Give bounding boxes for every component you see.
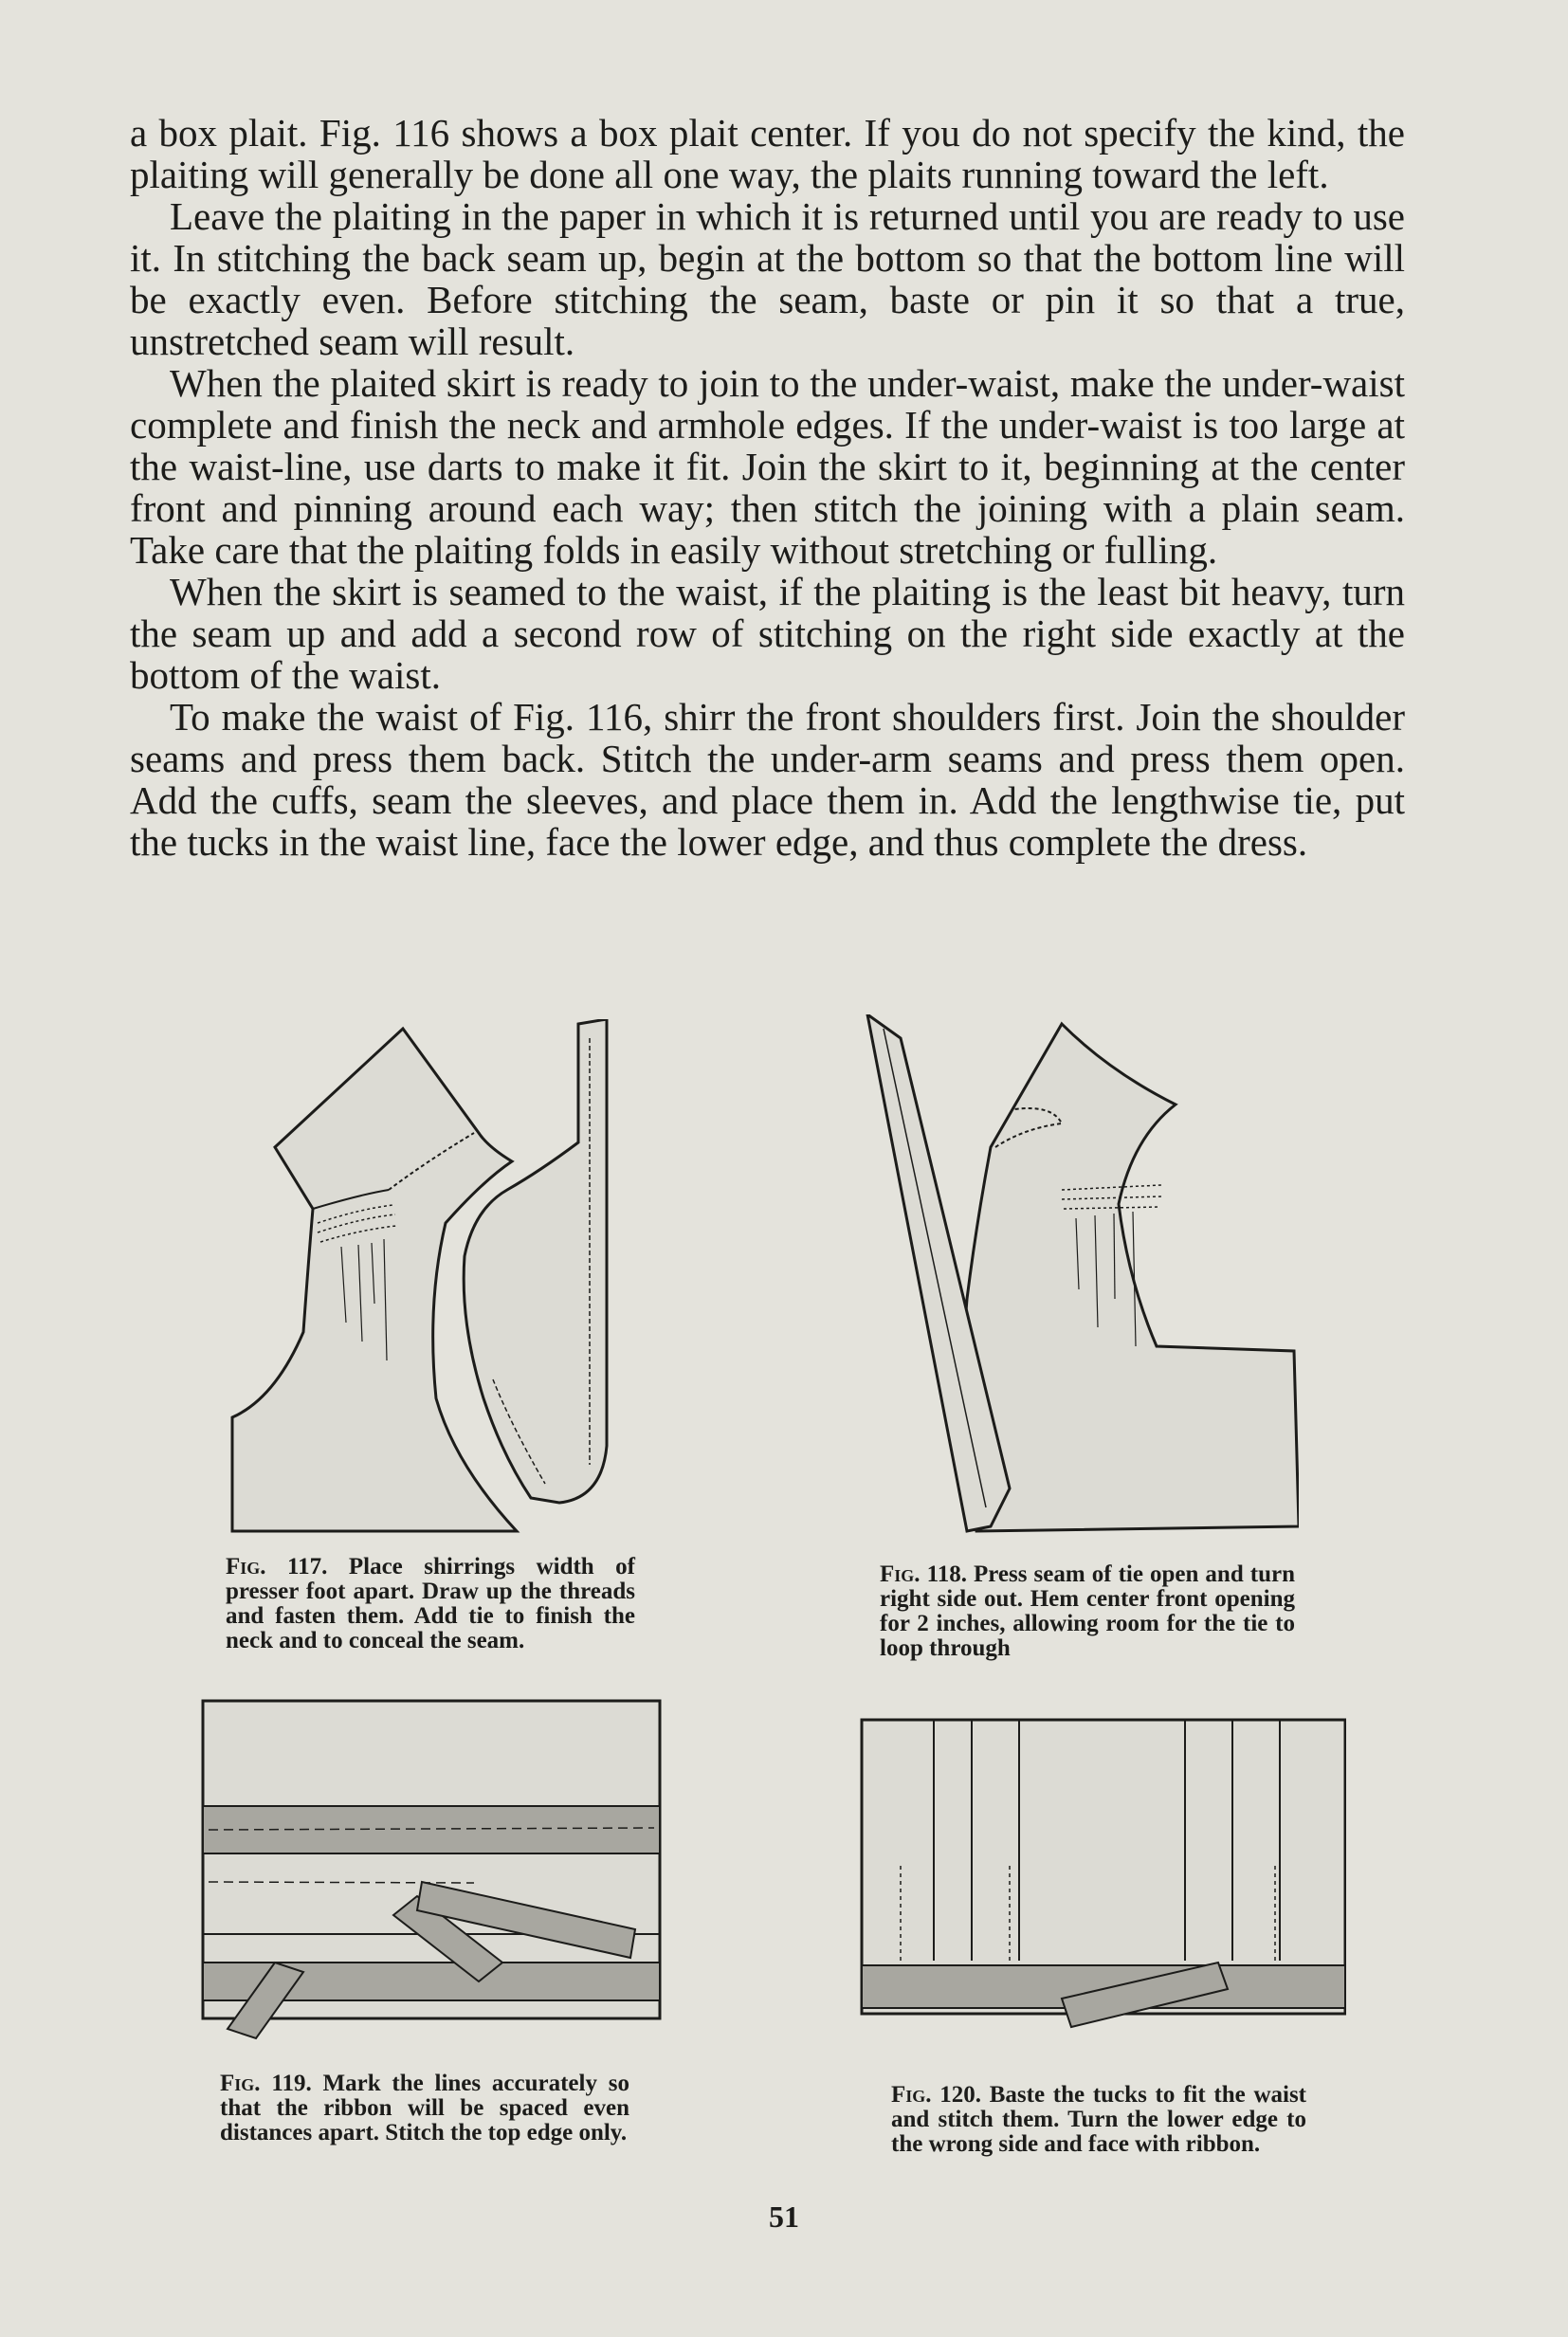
page-number: 51 — [769, 2200, 799, 2234]
paragraph-4: When the skirt is seamed to the waist, if the plaiting is the least bit heavy, turn the seam up and add a second row of stitching on the right side exactly at the bottom of the waist. — [130, 570, 1405, 697]
figure-120-illustration — [858, 1714, 1346, 2065]
figure-119-illustration — [199, 1697, 664, 2048]
body-text — [130, 112, 1405, 863]
figure-119-caption — [220, 2072, 629, 2145]
figure-117-text: Place shirrings width of presser foot apart. Draw up the threads and fasten them. Add tie to finish the neck and to conceal the seam. — [226, 1554, 636, 1653]
paragraph-5: To make the waist of Fig. 116, shirr the front shoulders first. Join the shoulder seams and press them back. Stitch the under-arm seams and press them open. Add the cuffs, seam the sleeves, and place them in. Add the lengthwise tie, put the tucks in the waist line, face the lower edge, and thus complete the dress. — [130, 695, 1405, 864]
figure-117-label: Fig. 117. — [226, 1554, 328, 1579]
figure-120-label: Fig. 120. — [891, 2082, 982, 2108]
figure-118-caption — [880, 1562, 1295, 1661]
figure-119-text: Mark the lines accurately so that the ribbon will be spaced even distances apart. Stitch the top edge only. — [220, 2071, 629, 2145]
figure-119-label: Fig. 119. — [220, 2071, 312, 2096]
figure-117-illustration — [218, 1019, 635, 1536]
paragraph-3: When the plaited skirt is ready to join to the under-waist, make the under-waist complete and finish the neck and armhole edges. If the under-waist is too large at the waist-line, use darts to make it fit. Join the skirt to it, beginning at the center front and pinning around each way; then stitch the joining with a plain seam. Take care that the plaiting folds in easily without stretching or fulling. — [130, 361, 1405, 572]
figure-120-caption — [891, 2083, 1306, 2157]
paragraph-2: Leave the plaiting in the paper in which it is returned until you are ready to use it. In stitching the back seam up, begin at the bottom so that the bottom line will be exactly even. Before stitching the seam, baste or pin it so that a true, unstretched seam will result. — [130, 194, 1405, 363]
figure-118-label: Fig. 118. — [880, 1561, 967, 1587]
figure-120-text: Baste the tucks to fit the waist and stitch them. Turn the lower edge to the wrong side and face with ribbon. — [891, 2082, 1307, 2157]
figure-118-illustration — [863, 1014, 1299, 1541]
figure-118-text: Press seam of tie open and turn right side out. Hem center front opening for 2 inches, allowing room for the tie to loop through — [880, 1561, 1295, 1661]
paragraph-1: a box plait. Fig. 116 shows a box plait center. If you do not specify the kind, the plaiting will generally be done all one way, the plaits running toward the left. — [130, 111, 1405, 196]
figure-117-caption — [226, 1555, 635, 1653]
